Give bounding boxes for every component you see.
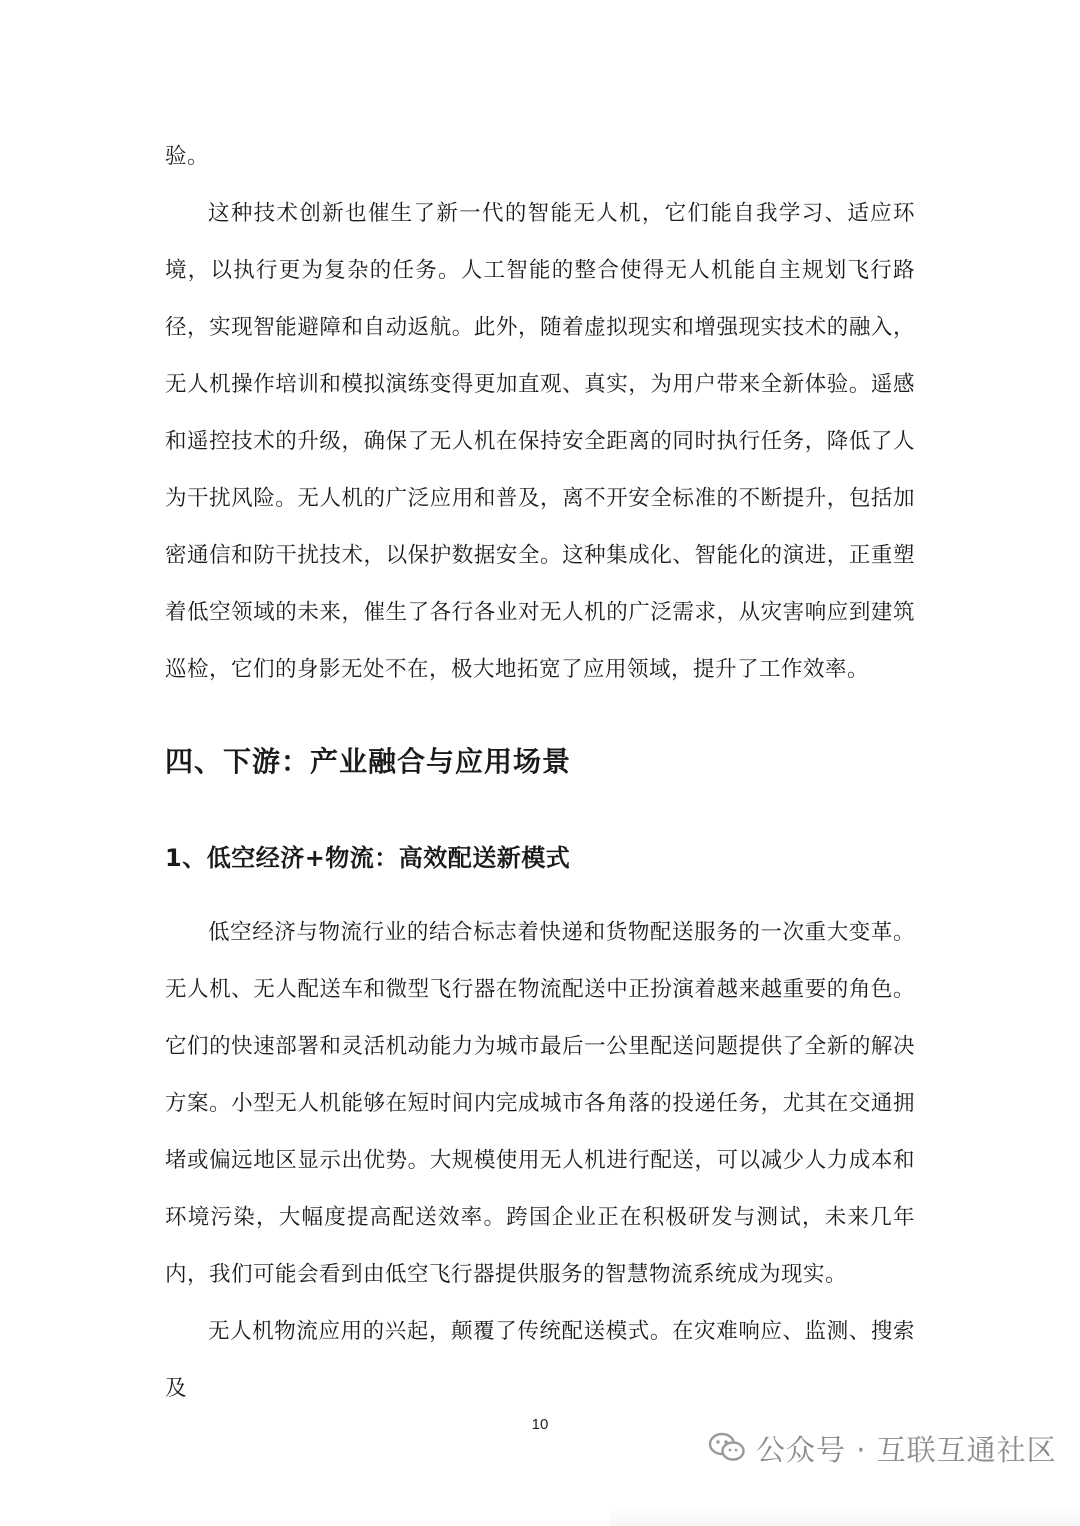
- section-heading: 四、下游：产业融合与应用场景: [165, 745, 572, 778]
- text-block-top: [165, 128, 915, 698]
- subsection-heading-block: [165, 838, 915, 873]
- paragraph-continuation: 验。: [165, 144, 210, 169]
- page-number: 10: [531, 1416, 549, 1433]
- paragraph-drone-logistics: 无人机物流应用的兴起，颠覆了传统配送模式。在灾难响应、监测、搜索及: [165, 1319, 915, 1401]
- watermark: [708, 1426, 1057, 1470]
- bottom-shadow: [610, 1504, 1080, 1526]
- subsection-heading: 1、低空经济+物流：高效配送新模式: [165, 844, 571, 872]
- text-block-bottom: [165, 904, 915, 1417]
- wechat-icon: [708, 1432, 746, 1464]
- section-heading-block: [165, 740, 915, 780]
- paragraph-intelligent-drones: 这种技术创新也催生了新一代的智能无人机，它们能自我学习、适应环境，以执行更为复杂的任务。人工智能的整合使得无人机能自主规划飞行路径，实现智能避障和自动返航。此外，随着虚拟现实和增强现实技术的融入，无人机操作培训和模拟演练变得更加直观、真实，为用户带来全新体验。遥感和遥控技术的升级，确保了无人机在保持安全距离的同时执行任务，降低了人为干扰风险。无人机的广泛应用和普及，离不开安全标准的不断提升，包括加密通信和防干扰技术，以保护数据安全。这种集成化、智能化的演进，正重塑着低空领域的未来，催生了各行各业对无人机的广泛需求，从灾害响应到建筑巡检，它们的身影无处不在，极大地拓宽了应用领域，提升了工作效率。: [165, 201, 915, 682]
- paragraph-logistics: 低空经济与物流行业的结合标志着快递和货物配送服务的一次重大变革。无人机、无人配送车和微型飞行器在物流配送中正扮演着越来越重要的角色。它们的快速部署和灵活机动能力为城市最后一公里配送问题提供了全新的解决方案。小型无人机能够在短时间内完成城市各角落的投递任务，尤其在交通拥堵或偏远地区显示出优势。大规模使用无人机进行配送，可以减少人力成本和环境污染，大幅度提高配送效率。跨国企业正在积极研发与测试，未来几年内，我们可能会看到由低空飞行器提供服务的智慧物流系统成为现实。: [165, 920, 915, 1287]
- watermark-text: 公众号 · 互联互通社区: [756, 1432, 1057, 1467]
